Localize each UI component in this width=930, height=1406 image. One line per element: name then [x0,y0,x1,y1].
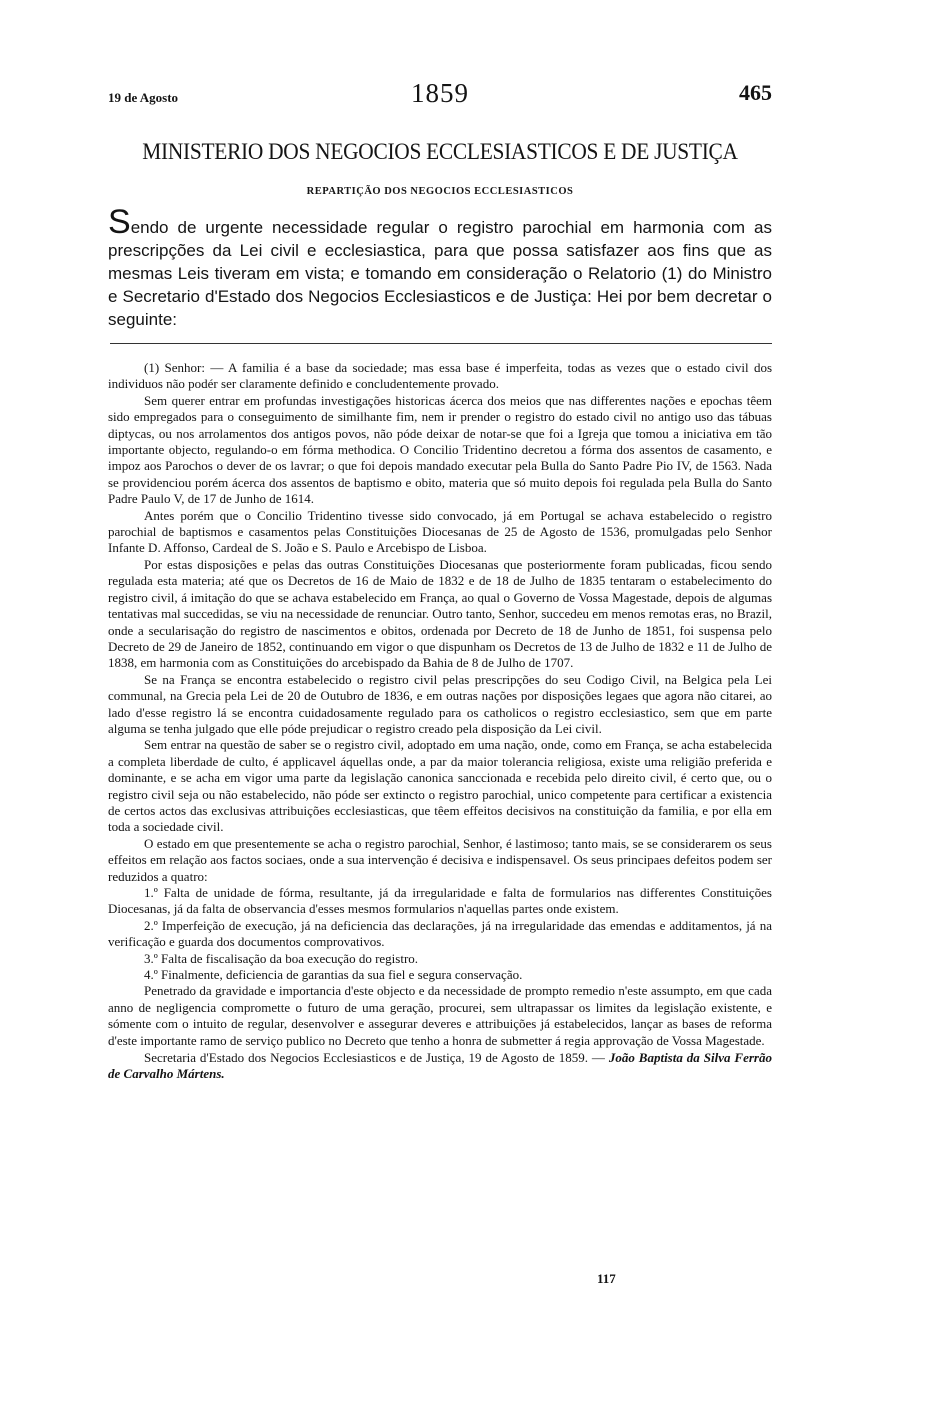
decree-text: endo de urgente necessidade regular o registro parochial em harmonia com as prescripções da Lei civil e ecclesiastica, para que possa satisfazer aos fins que as mesmas Leis tiveram em vista; e tomando em consideração o Relatorio (1) do Ministro e Secretario d'Estado dos Negocios Ecclesiasticos e de Justiça: Hei por bem decretar o seguinte: [108,218,772,329]
footnote-report [108,360,772,1083]
note-paragraph: O estado em que presentemente se acha o registro parochial, Senhor, é lastimoso; tanto mais, se se considerarem os seus effeitos em relação aos factos sociaes, onde a sua intervenção é decisiva e indispensavel. Os seus principaes defeitos podem ser reduzidos a quatro: [108,835,772,884]
note-paragraph: Sem entrar na questão de saber se o registro civil, adoptado em uma nação, onde, como em França, se acha estabelecida a completa liberdade de culto, é applicavel áquellas onde, a par da maior tolerancia religiosa, existe uma religião preferida e dominante, e se acha em vigor uma parte da legislação canonica sanccionada e recebida pelo direito civil, é certo que, ou o registro civil seja ou não estabelecido, não póde ser extincto o registro parochial, unico competente para certificar a existencia de certos actos das exclusivas attribuições ecclesiasticas, que têem effeitos decisivos na constituição da familia, e por ella em toda a sociedade civil. [108,737,772,835]
signature-line [108,1050,772,1083]
note-list-item: 2.º Imperfeição de execução, já na deficiencia das declarações, já na irregularidade das emendas e additamentos, já na verificação e guarda dos documentos comprovativos. [108,917,772,950]
note-paragraph: Penetrado da gravidade e importancia d'este objecto e da necessidade de prompto remedio n'este assumpto, em que cada anno de negligencia compromette o futuro de uma geração, procurei, sem ultrapassar os limites da legislação existente, e sómente com o intuito de regular, desenvolver e assegurar deveres e attribuições já estabelecidos, lançar as bases de reforma d'este importante ramo de serviço publico no Decreto que tenho a honra de submetter á regia approvação de Vossa Magestade. [108,983,772,1048]
header-date: 19 de Agosto [108,90,179,105]
decree-preamble [108,203,772,331]
note-paragraph: Se na França se encontra estabelecido o registro civil pelas prescripções do seu Codigo Civil, na Belgica pela Lei communal, na Grecia pela Lei de 20 de Outubro de 1836, e em outras nações por disposições legaes que agora não citarei, ao lado d'esse registro lá se encontra cuidadosamente regulado para os catholicos o registro ecclesiastico, sem que em parte alguma se tenha julgado que elle póde prejudicar o registro creado pela disposição da Lei civil. [108,671,772,736]
note-list-item: 4.º Finalmente, deficiencia de garantias da sua fiel e segura conservação. [144,967,523,983]
header-page-number: 465 [739,80,772,105]
note-paragraph: (1) Senhor: — A familia é a base da sociedade; mas essa base é imperfeita, todas as vezes que o estado civil dos individuos não podér ser claramente definido e concludentemente provado. [108,360,772,392]
note-list-item: 1.º Falta de unidade de fórma, resultante, já da irregularidade e falta de formularios nas differentes Constituições Diocesanas, já da falta de observancia d'esses mesmos formularios n'aquellas partes onde existem. [108,885,772,917]
section-title: REPARTIÇÃO DOS NEGOCIOS ECCLESIASTICOS [306,186,574,197]
folio-number: 117 [597,1271,616,1286]
header-year: 1859 [411,78,469,108]
ministry-title: MINISTERIO DOS NEGOCIOS ECCLESIASTICOS E DE JUSTIÇA [142,139,738,164]
footnote-divider [110,343,772,344]
signature-place: Secretaria d'Estado dos Negocios Ecclesiasticos e de Justiça, 19 de Agosto de 1859. — [144,1050,609,1066]
decree-initial: S [108,203,131,241]
note-paragraph: Sem querer entrar em profundas investigações historicas ácerca dos meios que nas differentes nações e epochas têem sido empregados para o conseguimento de similhante fim, nem ir prender o registro do estado civil no antigo uso das tábuas diptycas, ou nos arrolamentos dos antigos povos, não póde deixar de notar-se que foi a Igreja que tomou a iniciativa em tão importante objecto, regulando-o em fórma methodica. O Concilio Tridentino decretou a fórma dos assentos de casamento, e impoz aos Parochos o dever de os lavrar; o que foi depois mandado executar pela Bulla do Santo Padre Pio IV, de 1563. Nada se providenciou porém ácerca dos assentos de baptismo e obito, materia que só muito depois foi regulada pela Bulla do Santo Padre Paulo V, de 17 de Junho de 1614. [108,392,772,507]
note-paragraph: Por estas disposições e pelas das outras Constituições Diocesanas que posteriormente foram publicadas, ficou sendo regulada esta materia; até que os Decretos de 16 de Maio de 1832 e de 18 de Julho de 1835 tentaram o estabelecimento do registro civil, á imitação do que se achava estabelecido em França, ao qual o Governo de Vossa Magestade, depois de algumas tentativas mal succedidas, se viu na necessidade de renunciar. Outro tanto, Senhor, succedeu em menos remotas eras, no Brazil, onde a secularisação do registro de nascimentos e obitos, ordenada por Decreto de 18 de Junho de 1851, foi suspensa pelo Decreto de 29 de Janeiro de 1852, continuando em vigor o que dispunham os Decretos de 13 de Julho de 1832 e 11 de Julho de 1838, em harmonia com as Constituições do arcebispado da Bahia de 8 de Julho de 1707. [108,556,772,671]
note-paragraph: Antes porém que o Concilio Tridentino tivesse sido convocado, já em Portugal se achava estabelecido o registro parochial de baptismos e casamentos pelas Constituições Diocesanas de 25 de Agosto de 1536, promulgadas pelo Senhor Infante D. Affonso, Cardeal de S. João e S. Paulo e Arcebispo de Lisboa. [108,507,772,556]
page-header [108,78,772,112]
signature-name: João Baptista da Silva Ferrão de Carvalho Mártens. [108,1050,772,1082]
note-list-item: 3.º Falta de fiscalisação da boa execução do registro. [144,950,419,966]
